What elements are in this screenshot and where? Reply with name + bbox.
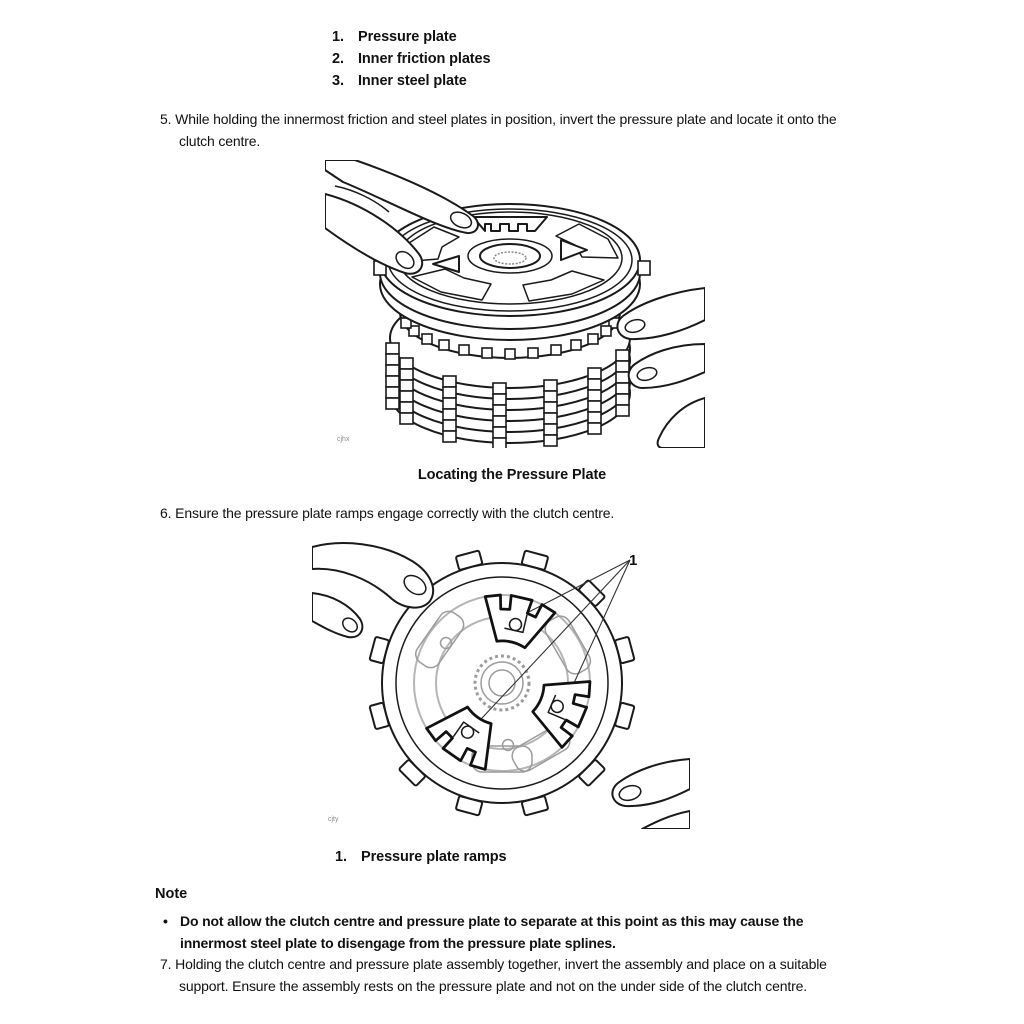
key-item-number: 3. bbox=[332, 73, 344, 89]
note-bullet bbox=[163, 910, 858, 954]
right-hand bbox=[617, 288, 705, 448]
figure-1 bbox=[325, 160, 705, 448]
ramp-callout-label: 1 bbox=[629, 552, 638, 569]
key-item-number: 1. bbox=[335, 849, 347, 865]
key-item-label: Inner friction plates bbox=[358, 51, 491, 67]
figure-1-code: cjhx bbox=[337, 436, 350, 443]
step-7 bbox=[160, 953, 875, 997]
figure-1-illustration bbox=[325, 160, 705, 448]
clutch-centre-splines bbox=[475, 656, 529, 710]
key-item-number: 2. bbox=[332, 51, 344, 67]
key-item bbox=[332, 70, 490, 92]
figure-key-list-top bbox=[332, 26, 490, 92]
key-item bbox=[332, 26, 490, 48]
key-item bbox=[335, 846, 507, 868]
key-item-label: Pressure plate ramps bbox=[361, 849, 507, 865]
pressure-plate-ramp bbox=[473, 217, 547, 231]
step-6 bbox=[160, 502, 865, 524]
key-item bbox=[332, 48, 490, 70]
key-item-label: Pressure plate bbox=[358, 29, 457, 45]
figure-key-list-bottom bbox=[335, 846, 507, 868]
step-5 bbox=[160, 108, 865, 152]
key-item-label: Inner steel plate bbox=[358, 73, 467, 89]
step-number: 7. bbox=[160, 956, 172, 972]
step-number: 6. bbox=[160, 505, 172, 521]
note-heading: Note bbox=[155, 886, 188, 902]
key-item-number: 1. bbox=[332, 29, 344, 45]
figure-2 bbox=[312, 533, 690, 829]
figure-2-illustration bbox=[312, 533, 690, 829]
right-hand bbox=[612, 759, 690, 829]
step-text: While holding the innermost friction and steel plates in position, invert the pressure plate and locate it onto the clutch centre. bbox=[175, 111, 837, 149]
figure-1-caption: Locating the Pressure Plate bbox=[417, 467, 607, 483]
step-text: Ensure the pressure plate ramps engage correctly with the clutch centre. bbox=[175, 505, 615, 521]
note-text: Do not allow the clutch centre and pressure plate to separate at this point as this may cause the innermost steel plate to disengage from the pressure plate splines. bbox=[180, 913, 804, 951]
step-number: 5. bbox=[160, 111, 172, 127]
figure-2-code: cjty bbox=[328, 816, 339, 823]
bullet-marker: • bbox=[163, 913, 168, 929]
step-text: Holding the clutch centre and pressure plate assembly together, invert the assembly and place on a suitable support. Ensure the assembly rests on the pressure plate and not on the under side of the clutch centre. bbox=[175, 956, 827, 994]
